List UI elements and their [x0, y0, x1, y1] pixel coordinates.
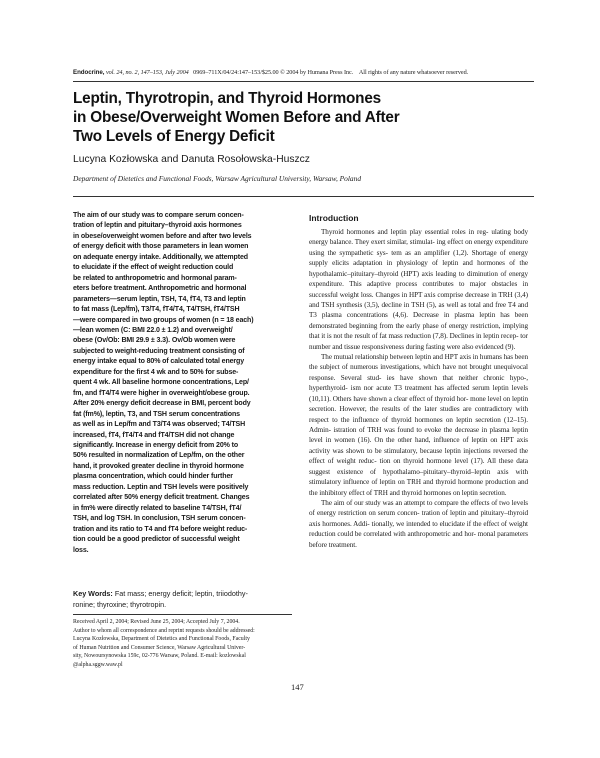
- intro-line: because leptin injections reversed the effect of weight reduc-: [309, 446, 528, 466]
- abstract-line: plasma concentration, which could hinder further: [73, 473, 233, 481]
- abstract-line: TSH, and log TSH. In conclusion, TSH serum concen-: [73, 515, 246, 523]
- intro-line: early phase of energy restriction, implying that it is not the: [309, 321, 528, 341]
- intro-paragraph-1: [309, 227, 528, 352]
- abstract-line: to fat mass (Lep/fm), T3/T4, fT4/T4, T4/TSH, fT4/TSH: [73, 306, 240, 314]
- intro-line: Thyroid hormones and leptin play essential roles in reg-: [321, 228, 492, 236]
- note-line: Author to whom all correspondence and reprint requests should be addressed:: [73, 627, 255, 634]
- intro-line: monal parameters before treatment.: [309, 530, 529, 549]
- note-line: Lucyna Kozłowska, Department of Dietetics and Functional Foods, Faculty: [73, 636, 250, 643]
- intro-line: tration of leptin and pituitary–thyroid axis hormones. Addi-: [309, 509, 528, 528]
- running-header: [73, 69, 533, 76]
- intro-line: ism nor acute T3 treatment has affected serum leptin levels: [350, 384, 528, 393]
- note-line: of Human Nutrition and Consumer Science, Warsaw Agricultural Univer-: [73, 644, 246, 651]
- intro-line: ies have shown that neither chronic hypo-, hyperthyroid-: [309, 373, 529, 393]
- intro-line: which have not brought unequivocal response. Several stud-: [309, 363, 528, 382]
- intro-line: tion on thyroid hormone level (17). All these data suggest: [309, 457, 528, 476]
- intro-line: leptin on HPT axis activity was shown to be stimulatory,: [309, 436, 528, 455]
- page-number: 147: [291, 682, 304, 692]
- affiliation: Department of Dietetics and Functional Foods, Warsaw Agricultural University, Warsaw, Poland: [73, 174, 362, 183]
- intro-line: istration of TRH was found to evoke the decrease in plasma: [333, 426, 513, 435]
- keywords-line-2: ronine; thyroxine; thyrotropin.: [73, 599, 167, 609]
- abstract-line: eters before treatment. Anthropometric and hormonal: [73, 285, 247, 293]
- intro-line: ulating body energy balance. They exert similar, stimulat-: [309, 228, 528, 247]
- introduction-body: [309, 227, 528, 550]
- intro-line: existence of hypothalamo–pituitary–thyroid–leptin axis: [337, 467, 516, 476]
- abstract-line: of energy deficit with those parameters in lean women: [73, 243, 249, 251]
- abstract-line: —were compared in two groups of women (n = 18 each): [73, 316, 254, 324]
- intro-line: later studies are contradictory with respect to the influence: [309, 405, 528, 424]
- intro-line: (10,11). Others have shown a clear effect of thyroid hor-: [309, 394, 471, 403]
- abstract-line: to elucidate if the effect of weight reduction could: [73, 264, 234, 272]
- intro-paragraph-2: [309, 352, 528, 498]
- abstract-line: mass reduction. Leptin and TSH levels were positively: [73, 483, 249, 491]
- abstract-line: —lean women (C: BMI 22.0 ± 1.2) and overweight/: [73, 326, 233, 334]
- intro-line: humans has been the subject of numerous investigations,: [309, 353, 528, 372]
- keywords-line-1: Fat mass; energy deficit; leptin, triiodothy-: [114, 589, 248, 598]
- abstract-line: parameters—serum leptin, TSH, T4, fT4, T3 and leptin: [73, 295, 246, 303]
- abstract-line: The aim of our study was to compare serum concen-: [73, 212, 244, 219]
- abstract-line: 50% resulted in normalization of Lep/fm, on the other: [73, 452, 245, 460]
- abstract-line: be related to anthropometric and hormonal param-: [73, 274, 237, 282]
- title-line-1: Leptin, Thyrotropin, and Thyroid Hormones: [73, 90, 381, 107]
- abstract-line: on adequate energy intake. Additionally, we attempted: [73, 253, 248, 261]
- abstract-line: hand, it provoked greater decline in thyroid hormone: [73, 462, 244, 470]
- abstract-line: expenditure for the first 4 wk and to 50% for subse-: [73, 368, 239, 376]
- intro-line: ing effect on energy expenditure using the sympathetic sys-: [309, 238, 529, 257]
- intro-line: thyroid hormones on leptin secretion.: [401, 488, 507, 497]
- abstract-line: energy intake equal to 80% of calculated total energy: [73, 358, 245, 366]
- intro-paragraph-3: [309, 498, 528, 550]
- intro-line: with stimulatory influence of leptin on TRH and thyroid: [309, 467, 529, 487]
- intro-line: adaptation in physiology of leptin and hormones of the: [353, 259, 528, 268]
- abstract-line: in obese/overweight women before and after two levels: [73, 232, 252, 240]
- abstract-line: correlated after 50% energy deficit treatment. Changes: [73, 494, 250, 502]
- rights-notice: All rights of any nature whatsoever reserved.: [358, 69, 469, 76]
- abstract-line: increased, fT4, fT4/T4 and fT4/TSH did not change: [73, 431, 235, 439]
- abstract-line: After 20% energy deficit decrease in BMI, percent body: [73, 400, 251, 408]
- intro-line: mone level on leptin secretion. However, the results of the: [309, 394, 528, 414]
- authors: Lucyna Kozłowska and Danuta Rosołowska-Huszcz: [73, 154, 310, 165]
- intro-line: reduction could be correlated with anthropometric and hor-: [309, 530, 478, 539]
- abstract-line: tration of leptin and pituitary–thyroid axis hormones: [73, 222, 242, 230]
- abstract-line: quent 4 wk. All baseline hormone concentrations, Lep/: [73, 379, 249, 387]
- note-line: @alpha.sggw.waw.pl: [73, 661, 123, 668]
- intro-line: tor number and tissue responsiveness during fasting were: [309, 332, 528, 351]
- article-notes: [73, 618, 292, 669]
- intro-line: tionally, we intended to elucidate if the effect of weight: [371, 519, 528, 528]
- abstract-line: significantly. Increase in energy deficit from 20% to: [73, 441, 239, 449]
- note-line: sity, Nowoursynowska 159c, 02-776 Warsaw, Poland. E-mail: kozlowskal: [73, 653, 246, 660]
- keywords: [73, 589, 292, 610]
- intro-line: result of fat mass reduction (7,8). Declines in leptin recep-: [354, 332, 521, 341]
- abstract-line: as well as in Lep/fm and T3/T4 was observed; T4/TSH: [73, 421, 246, 429]
- abstract-line: fm, and fT4/T4 were higher in overweight/obese group.: [73, 389, 250, 397]
- keywords-label: Key Words:: [73, 589, 113, 598]
- journal-code: 0969–711X/04/24:147–153/$25.00 © 2004 by Humana Press Inc.: [193, 69, 354, 76]
- intro-line: hypothalamic–pituitary–thyroid (HPT) axis leading to: [309, 269, 467, 278]
- article-title: [73, 89, 513, 146]
- intro-line: of thyroid hormones on leptin secretion (12–15). Admin-: [309, 415, 528, 435]
- abstract-line: tration and its ratio to T4 and fT4 before weight reduc-: [73, 525, 248, 533]
- abstract-line: in fm% were directly related to baseline T4/TSH, fT4/: [73, 504, 242, 512]
- note-line: Received April 2, 2004; Revised June 25, 2004; Accepted July 7, 2004.: [73, 619, 240, 625]
- abstract-line: subjected to weight-reducing treatment consisting of: [73, 347, 245, 355]
- abstract: [73, 211, 292, 556]
- journal-details: vol. 24, no. 2, 147–153, July 2004: [105, 69, 189, 76]
- affiliation-rule: [73, 196, 534, 197]
- intro-line: tem as an amplifier (1,2). Shortage of energy supply elicits: [309, 248, 528, 268]
- intro-line: Changes in HPT axis comprise decrease in TRH (3,4) and: [309, 290, 528, 309]
- section-heading-introduction: Introduction: [309, 213, 359, 223]
- intro-line: The aim of our study was an attempt to compare the: [321, 498, 471, 507]
- abstract-line: tion could be a good predictor of successful weight: [73, 536, 240, 544]
- title-line-3: Two Levels of Energy Deficit: [73, 128, 275, 145]
- title-line-2: in Obese/Overweight Women Before and After: [73, 109, 400, 126]
- intro-line: effects of two levels of energy restriction on serum concen-: [309, 498, 528, 518]
- intro-line: plasma leptin has been demonstrated beginning from the: [309, 311, 528, 330]
- abstract-line: loss.: [73, 546, 89, 554]
- intro-line: The mutual relationship between leptin and HPT axis in: [321, 353, 480, 362]
- abstract-line: obese (Ov/Ob: BMI 29.9 ± 3.3). Ov/Ob women were: [73, 337, 236, 345]
- abstract-line: fat (fm%), leptin, T3, and TSH serum concentrations: [73, 410, 240, 418]
- header-rule: [73, 81, 534, 82]
- footnote-rule: [73, 614, 292, 615]
- intro-line: leptin level in women (16). On the other hand, influence of: [309, 426, 528, 445]
- intro-line: contributes to major obstacles in successful weight loss.: [309, 280, 528, 299]
- journal-name: Endocrine,: [73, 69, 105, 76]
- intro-line: hormone production and the inhibitory effect of TRH and: [309, 478, 528, 497]
- intro-line: diminution of energy expenditure. This adaptive process: [309, 269, 528, 289]
- intro-line: free T4 and T3 plasma concentrations (4,6). Decrease in: [309, 300, 528, 320]
- intro-line: TSH synthesis (3,5), decline in TSH (5), as well as total and: [321, 300, 496, 309]
- intro-line: also evidenced (9).: [462, 342, 516, 351]
